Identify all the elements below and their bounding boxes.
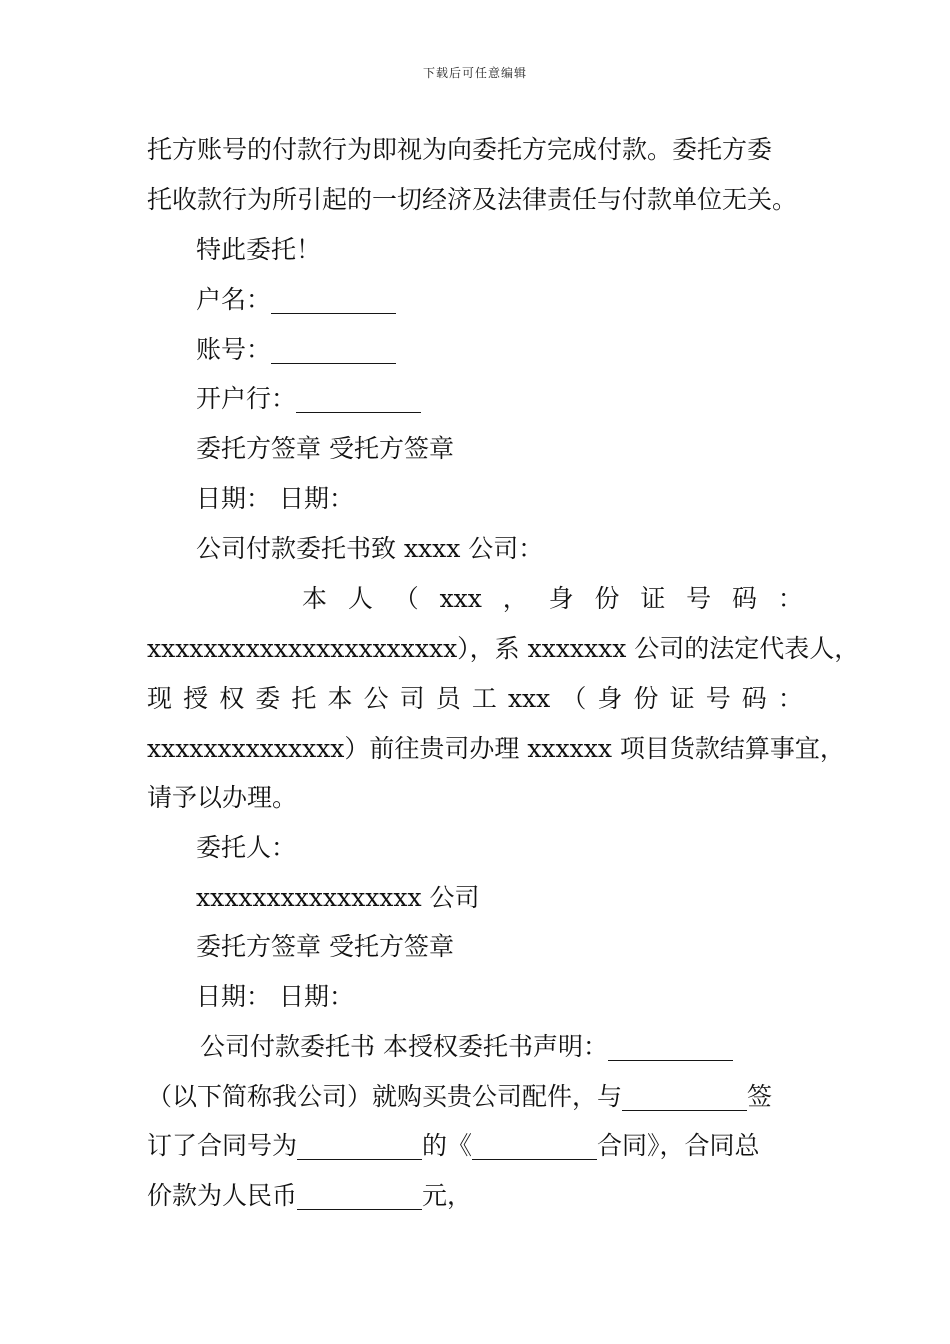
- text-token: 号: [705, 684, 731, 713]
- text-token: ：: [777, 584, 803, 613]
- section-heading: 公司付款委托书致 xxxx 公司：: [196, 534, 544, 563]
- date-line: 日期： 日期：: [196, 484, 354, 513]
- page-header: 下载后可任意编辑: [422, 66, 527, 80]
- text-token: 证: [640, 584, 666, 613]
- text-token: 司: [399, 684, 425, 713]
- company-name: xxxxxxxxxxxxxxxx 公司: [196, 883, 480, 912]
- text-token: 号: [686, 584, 712, 613]
- bank-field: 开户行：__________: [196, 384, 422, 413]
- text-token: xxx: [507, 684, 551, 713]
- signature-line: 委托方签章 受托方签章: [196, 932, 454, 961]
- text-token: 公: [363, 684, 389, 713]
- text-line: （以下简称我公司）就购买贵公司配件，与__________签: [147, 1082, 773, 1111]
- account-number-field: 账号：__________: [196, 335, 397, 364]
- text-token: 码: [741, 684, 767, 713]
- text-line: xxxxxxxxxxxxxx）前往贵司办理 xxxxxx 项目货款结算事宜，: [147, 734, 845, 763]
- text-token: 码: [732, 584, 758, 613]
- text-token: 证: [669, 684, 695, 713]
- text-token: 身: [548, 584, 574, 613]
- text-line: 托方账号的付款行为即视为向委托方完成付款。委托方委: [147, 135, 773, 164]
- text-token: 身: [597, 684, 623, 713]
- text-token: 员: [435, 684, 461, 713]
- text-line-justified: [147, 584, 803, 614]
- text-token: 现: [147, 684, 173, 713]
- signature-line: 委托方签章 受托方签章: [196, 434, 454, 463]
- text-line: 特此委托！: [196, 235, 322, 264]
- text-line: 托收款行为所引起的一切经济及法律责任与付款单位无关。: [147, 185, 798, 214]
- text-token: 人: [347, 584, 373, 613]
- text-line: xxxxxxxxxxxxxxxxxxxxxx），系 xxxxxxx 公司的法定代表人，: [147, 634, 860, 663]
- text-token: 授: [183, 684, 209, 713]
- text-token: （: [561, 684, 587, 713]
- text-token: 托: [291, 684, 317, 713]
- text-line: 请予以办理。: [147, 783, 298, 812]
- text-token: 权: [219, 684, 245, 713]
- principal-label: 委托人：: [196, 833, 297, 862]
- text-token: xxx: [439, 584, 482, 613]
- text-token: 委: [255, 684, 281, 713]
- text-token: 工: [471, 684, 497, 713]
- text-token: 份: [633, 684, 659, 713]
- text-token: 本: [327, 684, 353, 713]
- text-token: （: [393, 584, 419, 613]
- text-line: 订了合同号为__________的《__________合同》，合同总: [147, 1131, 760, 1160]
- text-token: 份: [594, 584, 620, 613]
- text-token: ：: [777, 684, 803, 713]
- date-line: 日期： 日期：: [196, 982, 354, 1011]
- account-name-field: 户名：__________: [196, 285, 397, 314]
- text-token: ，: [502, 584, 528, 613]
- section-heading: 公司付款委托书 本授权委托书声明：__________: [200, 1032, 733, 1061]
- text-token: 本: [302, 584, 328, 613]
- text-line-justified: [147, 684, 803, 714]
- text-line: 价款为人民币__________元，: [147, 1181, 473, 1210]
